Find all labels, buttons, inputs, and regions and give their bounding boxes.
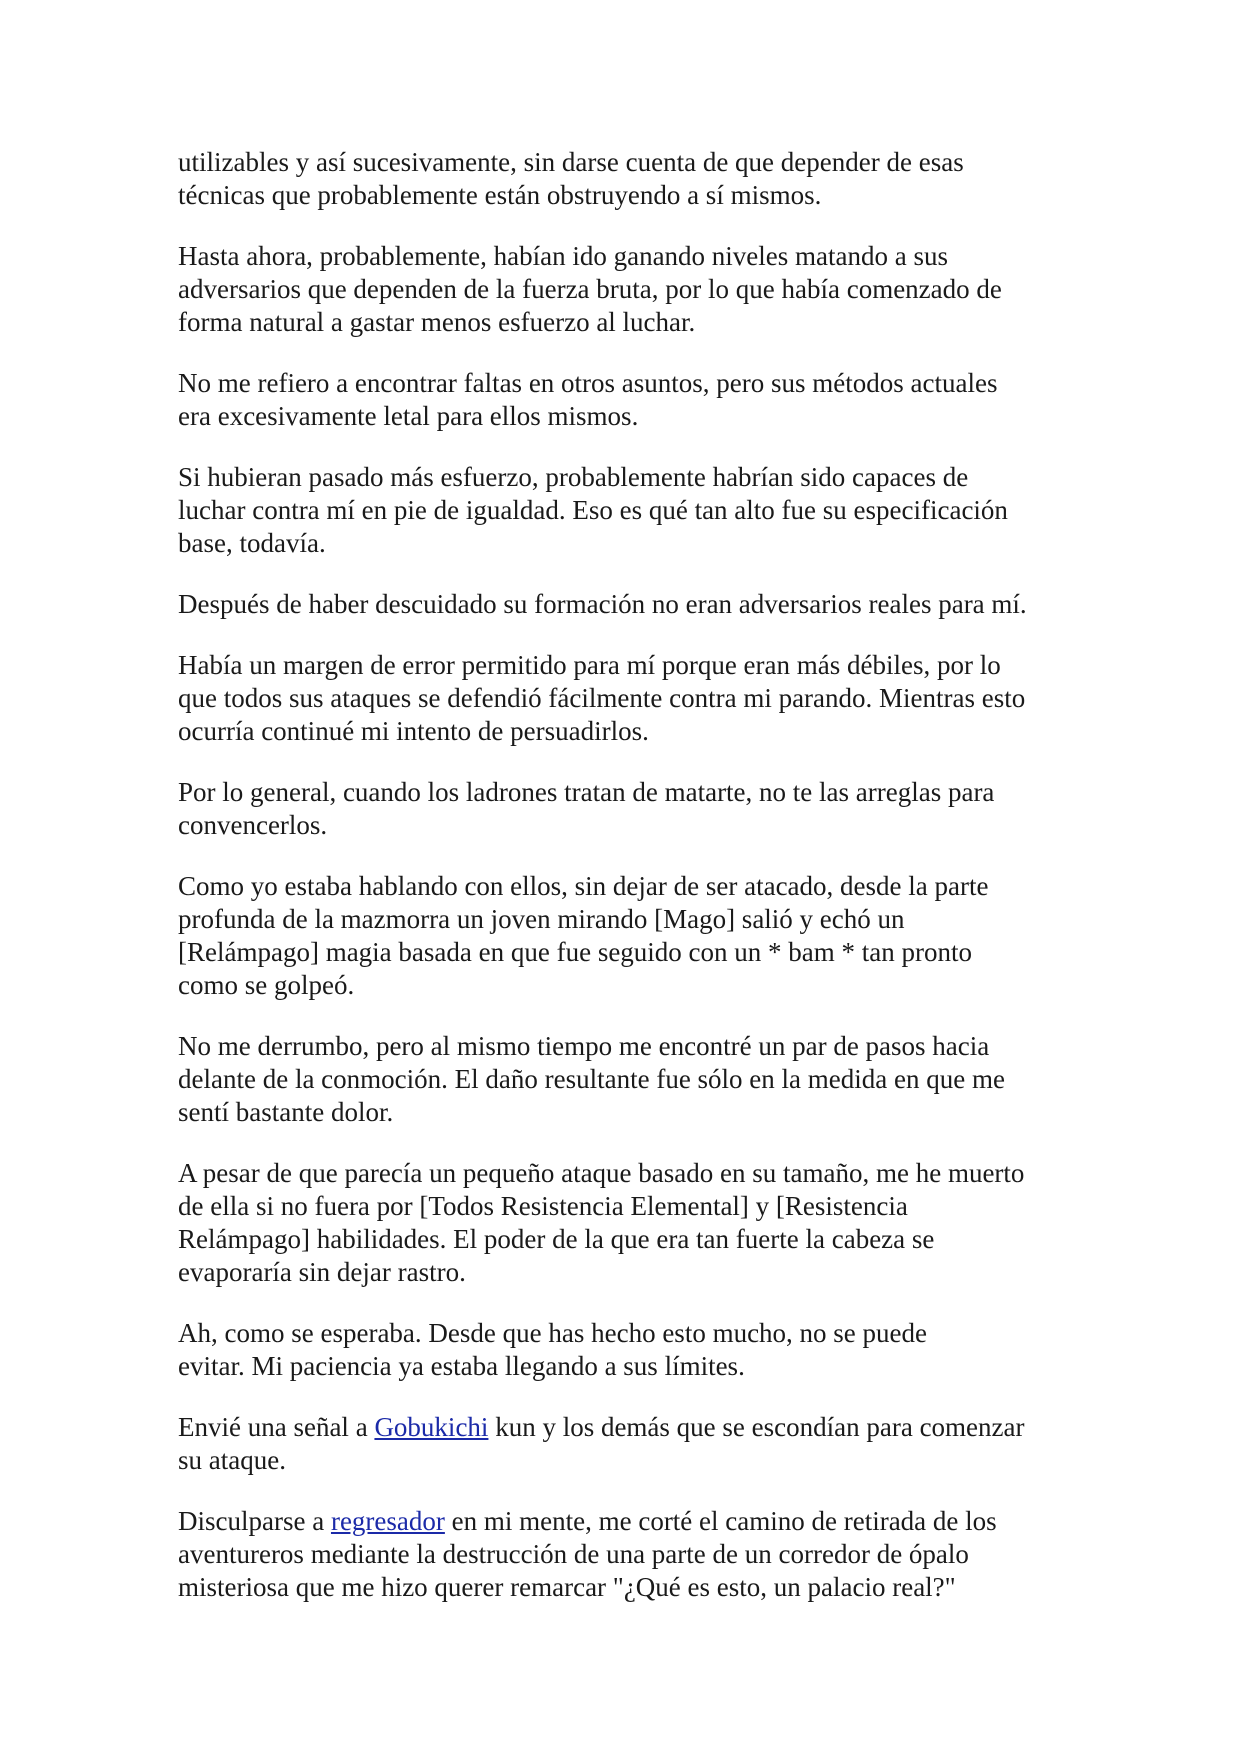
paragraph bbox=[178, 1157, 1078, 1289]
text-line: Ah, como se esperaba. Desde que has hecho esto mucho, no se puede bbox=[178, 1318, 928, 1348]
text-line: adversarios que dependen de la fuerza bruta, por lo que había comenzado de bbox=[178, 274, 1002, 304]
text-line: convencerlos. bbox=[178, 810, 328, 840]
text-line: evitar. Mi paciencia ya estaba llegando a sus límites. bbox=[178, 1351, 745, 1381]
text-line: Como yo estaba hablando con ellos, sin dejar de ser atacado, desde la parte bbox=[178, 871, 989, 901]
text-line: utilizables y así sucesivamente, sin darse cuenta de que depender de esas bbox=[178, 147, 964, 177]
document-page bbox=[178, 146, 1078, 1632]
text-line: Hasta ahora, probablemente, habían ido ganando niveles matando a sus bbox=[178, 241, 949, 271]
text-line: forma natural a gastar menos esfuerzo al luchar. bbox=[178, 307, 696, 337]
text-line: Había un margen de error permitido para mí porque eran más débiles, por lo bbox=[178, 650, 1001, 680]
regresador-link[interactable]: regresador bbox=[330, 1506, 445, 1536]
text-segment: Disculparse a bbox=[178, 1506, 331, 1536]
text-line: Después de haber descuidado su formación no eran adversarios reales para mí. bbox=[178, 589, 1027, 619]
text-segment: kun y los demás que se escondían para comenzar bbox=[488, 1412, 1025, 1442]
text-line: era excesivamente letal para ellos mismos. bbox=[178, 401, 639, 431]
paragraph-gobukichi bbox=[178, 1411, 1078, 1477]
paragraph bbox=[178, 1030, 1078, 1129]
text-line: No me refiero a encontrar faltas en otros asuntos, pero sus métodos actuales bbox=[178, 368, 998, 398]
gobukichi-link[interactable]: Gobukichi bbox=[374, 1412, 489, 1442]
paragraph bbox=[178, 146, 1078, 212]
text-line: Por lo general, cuando los ladrones tratan de matarte, no te las arreglas para bbox=[178, 777, 995, 807]
text-line: base, todavía. bbox=[178, 528, 326, 558]
paragraph bbox=[178, 870, 1078, 1002]
text-segment: su ataque. bbox=[178, 1445, 286, 1475]
text-line: como se golpeó. bbox=[178, 970, 355, 1000]
text-line: técnicas que probablemente están obstruyendo a sí mismos. bbox=[178, 180, 822, 210]
text-line: Relámpago] habilidades. El poder de la que era tan fuerte la cabeza se bbox=[178, 1224, 935, 1254]
text-line: que todos sus ataques se defendió fácilmente contra mi parando. Mientras esto bbox=[178, 683, 1026, 713]
text-segment: Envié una señal a bbox=[178, 1412, 375, 1442]
text-line: [Relámpago] magia basada en que fue seguido con un * bam * tan pronto bbox=[178, 937, 973, 967]
paragraph bbox=[178, 776, 1078, 842]
paragraph bbox=[178, 588, 1078, 621]
paragraph bbox=[178, 367, 1078, 433]
text-line: ocurría continué mi intento de persuadirlos. bbox=[178, 716, 649, 746]
text-line: A pesar de que parecía un pequeño ataque basado en su tamaño, me he muerto bbox=[178, 1158, 1025, 1188]
paragraph bbox=[178, 1317, 1078, 1383]
text-line: sentí bastante dolor. bbox=[178, 1097, 394, 1127]
paragraph bbox=[178, 240, 1078, 339]
text-line: de ella si no fuera por [Todos Resistencia Elemental] y [Resistencia bbox=[178, 1191, 908, 1221]
text-segment: misteriosa que me hizo querer remarcar "¿Qué es esto, un palacio real?" bbox=[178, 1572, 956, 1602]
text-line: luchar contra mí en pie de igualdad. Eso es qué tan alto fue su especificación bbox=[178, 495, 1008, 525]
text-segment: aventureros mediante la destrucción de una parte de un corredor de ópalo bbox=[178, 1539, 969, 1569]
text-line: profunda de la mazmorra un joven mirando [Mago] salió y echó un bbox=[178, 904, 905, 934]
paragraph-list bbox=[178, 146, 1078, 1383]
text-line: No me derrumbo, pero al mismo tiempo me encontré un par de pasos hacia bbox=[178, 1031, 990, 1061]
text-line: delante de la conmoción. El daño resultante fue sólo en la medida en que me bbox=[178, 1064, 1005, 1094]
paragraph bbox=[178, 649, 1078, 748]
paragraph bbox=[178, 461, 1078, 560]
text-line: evaporaría sin dejar rastro. bbox=[178, 1257, 466, 1287]
text-line: Si hubieran pasado más esfuerzo, probablemente habrían sido capaces de bbox=[178, 462, 969, 492]
paragraph-regresador bbox=[178, 1505, 1078, 1604]
text-segment: en mi mente, me corté el camino de retirada de los bbox=[444, 1506, 997, 1536]
